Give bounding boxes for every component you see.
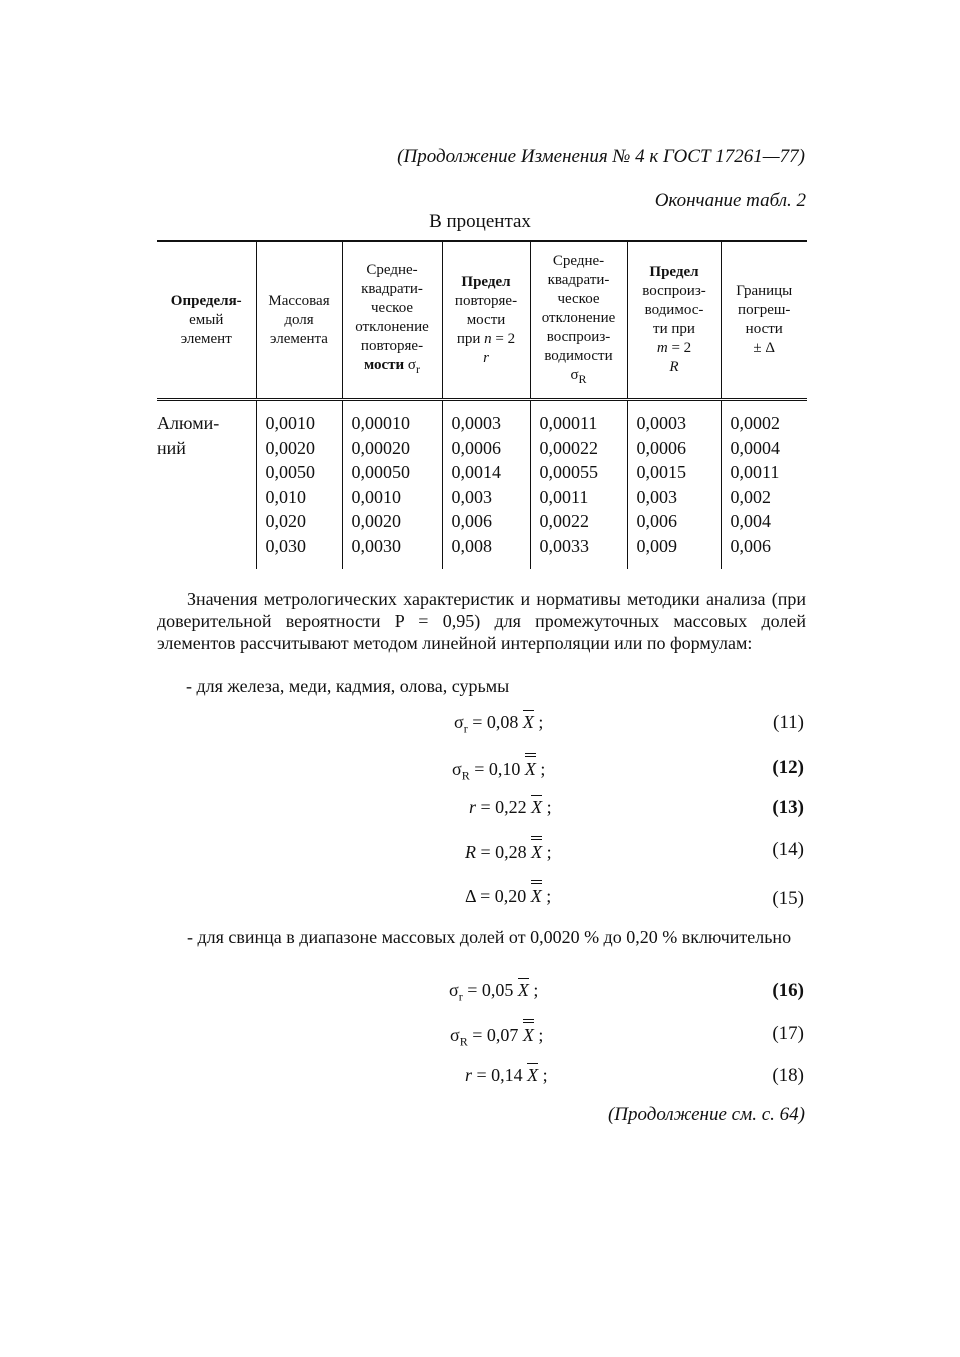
formula-13-number: (13) (772, 797, 804, 818)
formula-12-number: (12) (772, 757, 804, 778)
sigma-r-cell: 0,00010 0,00020 0,00050 0,0010 0,0020 0,0030 (342, 400, 442, 569)
formula-15-number: (15) (772, 888, 804, 909)
col-header-R: Предел воспроиз- водимос- ти при m = 2 R (627, 241, 721, 400)
formula-13: r = 0,22 X ; (469, 797, 552, 817)
r-cell: 0,0003 0,0006 0,0014 0,003 0,006 0,008 (442, 400, 530, 569)
col-header-r: Предел повторяе- мости при n = 2 r (442, 241, 530, 400)
formula-12: $\sigma_R = 0,10$ X ; (452, 759, 546, 783)
col-header-mass-fraction: Массовая доля элемента (256, 241, 342, 400)
col-header-sigma-r: Средне- квадрати- ческое отклонение повторяе- мости $\sigma_r$ (342, 241, 442, 400)
table-end-label: Окончание табл. 2 (654, 190, 806, 211)
element-cell: Алюми- ний (157, 413, 220, 458)
delta-cell: 0,0002 0,0004 0,0011 0,002 0,004 0,006 (721, 400, 807, 569)
formula-11-number: (11) (773, 712, 804, 733)
formula-17-number: (17) (772, 1023, 804, 1044)
bullet-lead: - для свинца в диапазоне массовых долей от 0,0020 % до 0,20 % включительно (187, 927, 792, 947)
R-cell: 0,0003 0,0006 0,0015 0,003 0,006 0,009 (627, 400, 721, 569)
formula-14: R = 0,28 X ; (465, 842, 552, 862)
formula-16-number: (16) (772, 980, 804, 1001)
header-continuation: (Продолжение Изменения № 4 к ГОСТ 17261—77) (397, 146, 805, 167)
formula-18: r = 0,14 X ; (465, 1065, 548, 1085)
table-row (157, 400, 807, 569)
formula-16: $\sigma_r = 0,05$ X ; (449, 980, 539, 1004)
bullet-iron-copper: - для железа, меди, кадмия, олова, сурьмы (186, 676, 510, 696)
footer-continuation: (Продолжение см. с. 64) (607, 1104, 805, 1125)
formula-11: $\sigma_r = 0,08$ X ; (454, 712, 544, 736)
sigma-R-cell: 0,00011 0,00022 0,00055 0,0011 0,0022 0,0033 (530, 400, 627, 569)
formula-18-number: (18) (772, 1065, 804, 1086)
col-header-sigma-R: Средне- квадрати- ческое отклонение воспроиз- водимости $\sigma_R$ (530, 241, 627, 400)
formula-15: Δ = 0,20 X ; (465, 886, 552, 906)
interpolation-paragraph: Значения метрологических характеристик и нормативы методики анализа (при доверительной вероятности P = 0,95) для промежуточных массовых долей элементов рассчитывают методом линейной интерполяции или по формулам: (157, 589, 806, 653)
metrology-table (157, 240, 807, 569)
mass-fraction-cell: 0,0010 0,0020 0,0050 0,010 0,020 0,030 (256, 400, 342, 569)
col-header-delta: Границы погреш- ности ± Δ (721, 241, 807, 400)
col-header-element: Определя- емый элемент (157, 241, 256, 400)
formula-14-number: (14) (772, 839, 804, 860)
units-label: В процентах (429, 211, 531, 232)
formula-17: $\sigma_R = 0,07$ X ; (450, 1025, 544, 1049)
